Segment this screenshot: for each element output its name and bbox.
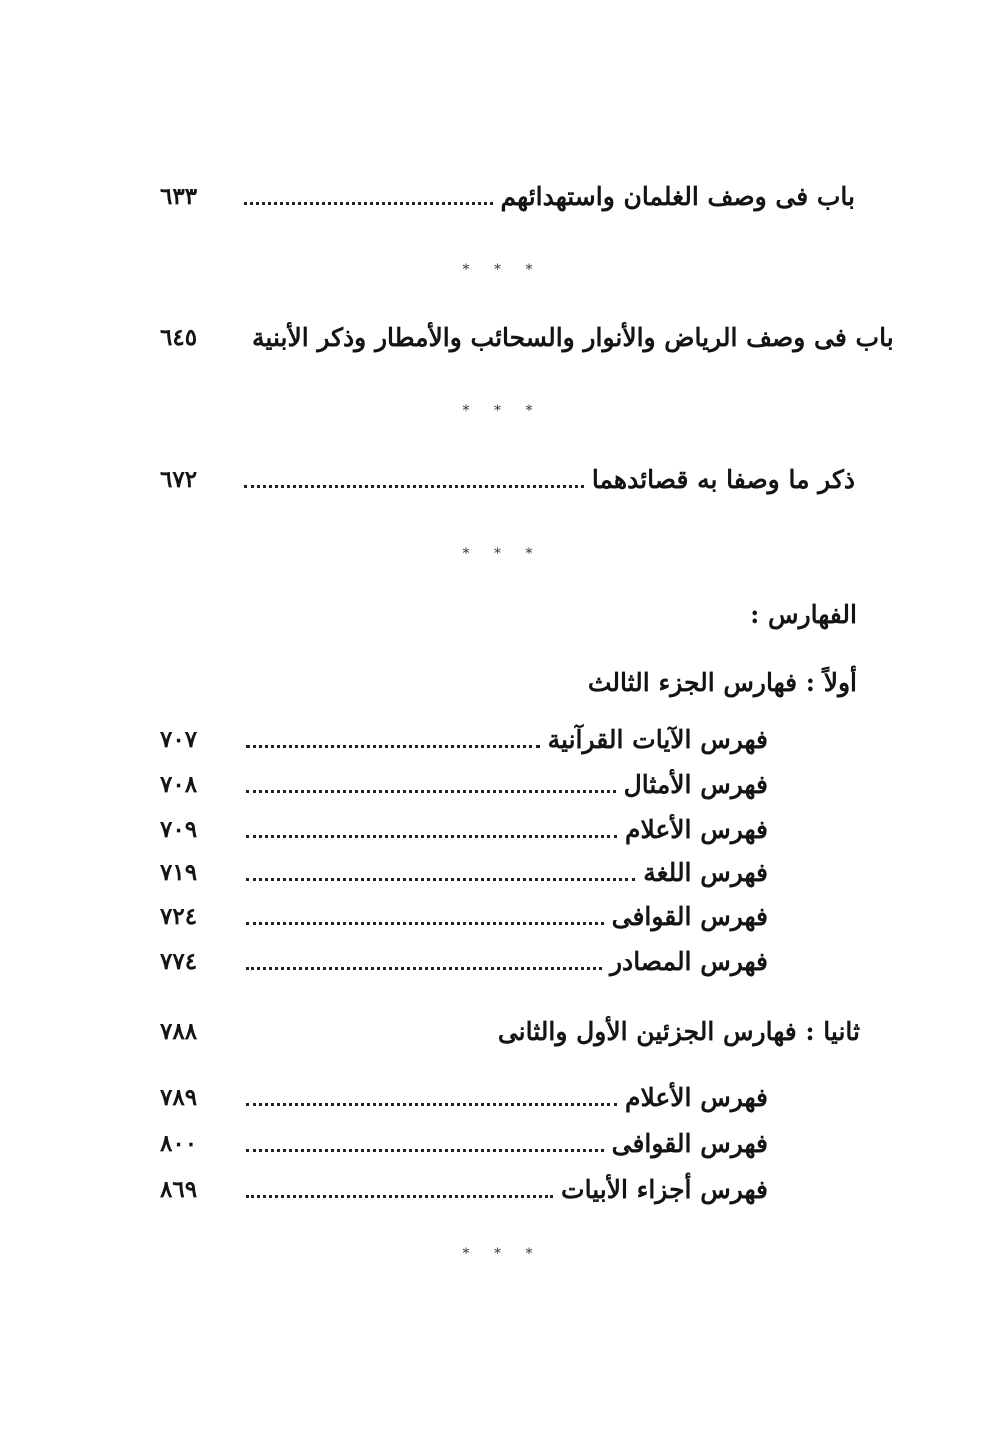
index-label: فهرس اللغة (643, 858, 768, 887)
page-number: ٧٨٨ (160, 1018, 198, 1045)
page-number: ٦٧٢ (160, 466, 198, 493)
page-number: ٧٢٤ (160, 903, 198, 930)
toc-entry[interactable] (160, 318, 894, 358)
page-number: ٨٠٠ (160, 1130, 198, 1157)
index-label: فهرس الأمثال (623, 770, 768, 799)
page-number: ٧٠٩ (160, 816, 198, 843)
index-entry[interactable] (160, 720, 768, 760)
entry-title: باب فى وصف الرياض والأنوار والسحائب والأمطار وذكر الأبنية (252, 323, 894, 352)
separator-stars: * * * (462, 1246, 543, 1262)
page-number: ٦٣٣ (160, 183, 198, 210)
dot-leader (244, 485, 584, 488)
entry-title: باب فى وصف الغلمان واستهدائهم (500, 182, 855, 211)
page-number: ٧٧٤ (160, 948, 198, 975)
page-number: ٧١٩ (160, 859, 198, 886)
dot-leader (246, 922, 604, 925)
dot-leader (246, 745, 540, 748)
separator-stars: * * * (462, 403, 543, 419)
page-number: ٨٦٩ (160, 1176, 198, 1203)
toc-entry[interactable] (160, 460, 855, 500)
dot-leader (246, 967, 602, 970)
dot-leader (244, 202, 493, 205)
index-entry[interactable] (160, 853, 768, 893)
part3-heading: أولاً : فهارس الجزء الثالث (587, 668, 857, 697)
entry-title: ذكر ما وصفا به قصائدهما (591, 465, 855, 494)
index-entry[interactable] (160, 942, 768, 982)
index-label: فهرس أجزاء الأبيات (561, 1175, 768, 1204)
dot-leader (246, 835, 617, 838)
index-label: فهرس القوافى (611, 902, 768, 931)
dot-leader (246, 1149, 604, 1152)
index-label: فهرس الأعلام (624, 815, 768, 844)
page-number: ٧٨٩ (160, 1084, 198, 1111)
part12-heading-row[interactable] (160, 1012, 860, 1052)
part12-heading: ثانيا : فهارس الجزئين الأول والثانى (497, 1017, 860, 1046)
separator-stars: * * * (462, 262, 543, 278)
index-entry[interactable] (160, 765, 768, 805)
dot-leader (246, 1103, 617, 1106)
index-entry[interactable] (160, 1078, 768, 1118)
dot-leader (246, 1195, 553, 1198)
index-label: فهرس القوافى (611, 1129, 768, 1158)
separator-stars: * * * (462, 546, 543, 562)
indexes-heading: الفهارس : (750, 600, 857, 629)
dot-leader (246, 790, 616, 793)
toc-entry[interactable] (160, 177, 855, 217)
index-entry[interactable] (160, 810, 768, 850)
dot-leader (246, 878, 635, 881)
index-label: فهرس المصادر (609, 947, 768, 976)
index-label: فهرس الأعلام (624, 1083, 768, 1112)
page-number: ٧٠٨ (160, 771, 198, 798)
page-number: ٧٠٧ (160, 726, 198, 753)
index-entry[interactable] (160, 1170, 768, 1210)
page-number: ٦٤٥ (160, 324, 198, 351)
index-entry[interactable] (160, 1124, 768, 1164)
index-entry[interactable] (160, 897, 768, 937)
index-label: فهرس الآيات القرآنية (547, 725, 768, 754)
